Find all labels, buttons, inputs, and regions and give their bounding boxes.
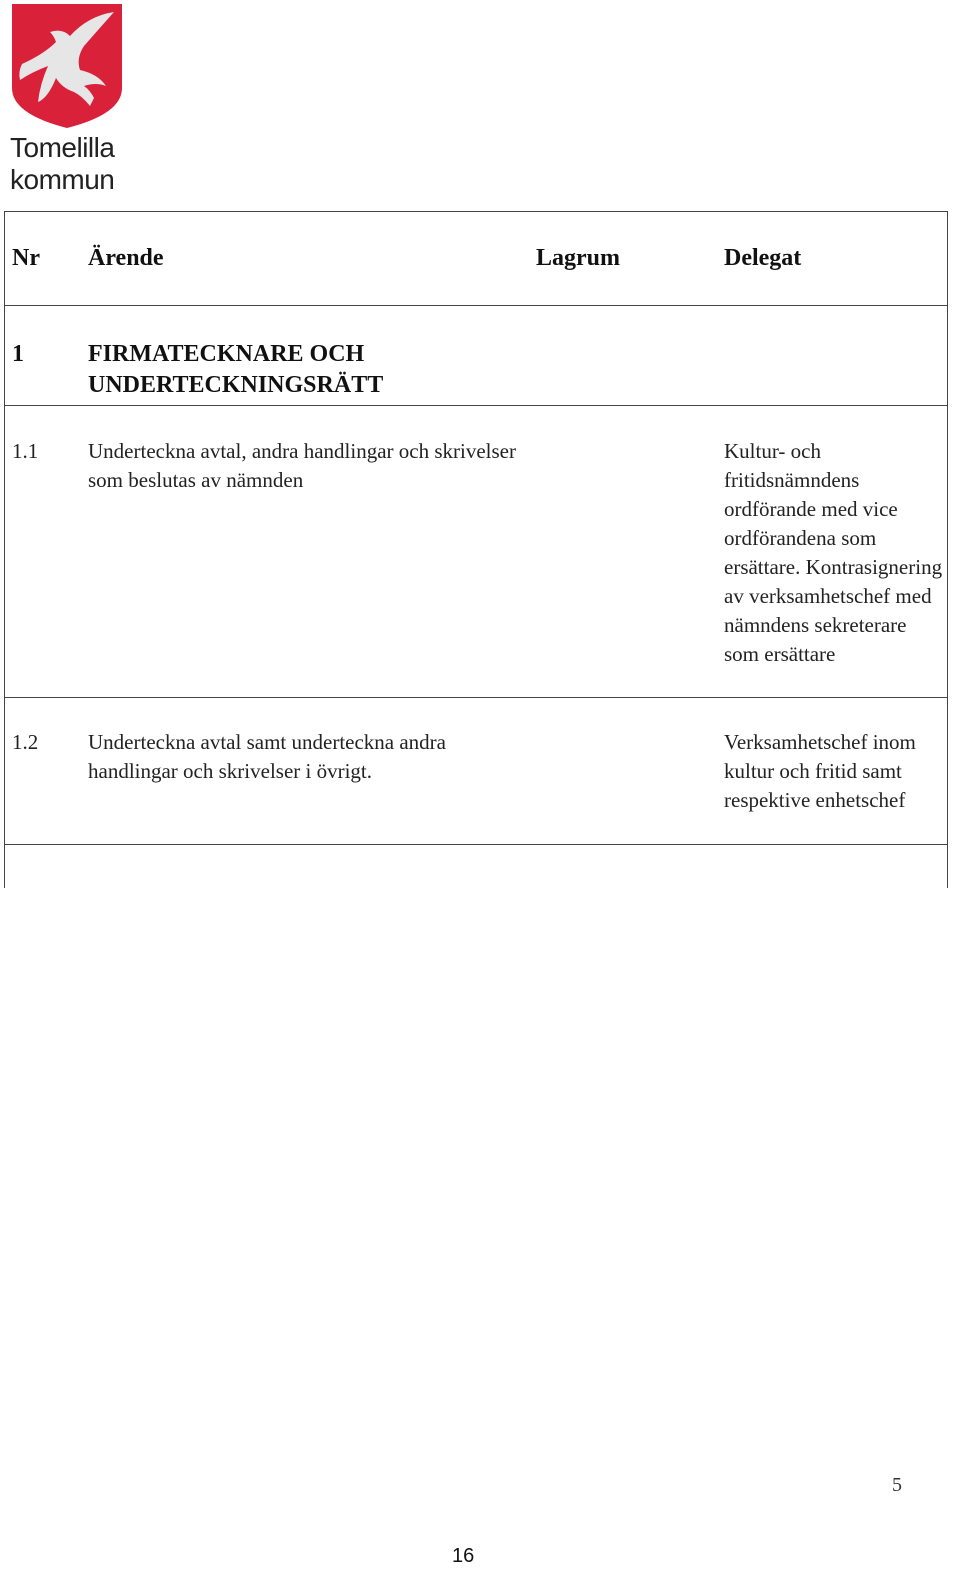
row-nr: 1.1 bbox=[4, 406, 82, 698]
row-nr: 1.2 bbox=[4, 698, 82, 845]
document-page-number: 16 bbox=[452, 1545, 475, 1567]
delegation-table bbox=[4, 211, 948, 845]
section-nr: 1 bbox=[4, 306, 82, 406]
row-lagrum bbox=[528, 698, 724, 845]
section-empty bbox=[724, 306, 948, 406]
section-title-text: FIRMATECKNARE OCH UNDERTECKNINGSRÄTT bbox=[88, 341, 384, 398]
section-row bbox=[4, 306, 948, 406]
table-row bbox=[4, 698, 948, 845]
header-delegat: Delegat bbox=[724, 212, 948, 306]
table-header-row bbox=[4, 212, 948, 306]
header-nr: Nr bbox=[4, 212, 82, 306]
row-delegat: Kultur- och fritidsnämndens ordförande med vice ordförandena som ersättare. Kontrasignering av verksamhetschef med nämndens sekreterare som ersättare bbox=[724, 406, 948, 698]
header-lagrum: Lagrum bbox=[528, 212, 724, 306]
kite-shield-icon bbox=[10, 2, 124, 130]
page-number: 5 bbox=[892, 1474, 902, 1496]
row-delegat: Verksamhetschef inom kultur och fritid samt respektive enhetschef bbox=[724, 698, 948, 845]
municipality-logo bbox=[10, 2, 126, 194]
logo-text-line1: Tomelilla bbox=[10, 132, 115, 163]
section-title bbox=[82, 306, 724, 406]
row-arende: Underteckna avtal, andra handlingar och skrivelser som beslutas av nämnden bbox=[82, 406, 528, 698]
row-arende: Underteckna avtal samt underteckna andra handlingar och skrivelser i övrigt. bbox=[82, 698, 528, 845]
table-row bbox=[4, 406, 948, 698]
row-lagrum bbox=[528, 406, 724, 698]
logo-text-line2: kommun bbox=[10, 164, 115, 195]
header-arende: Ärende bbox=[82, 212, 528, 306]
